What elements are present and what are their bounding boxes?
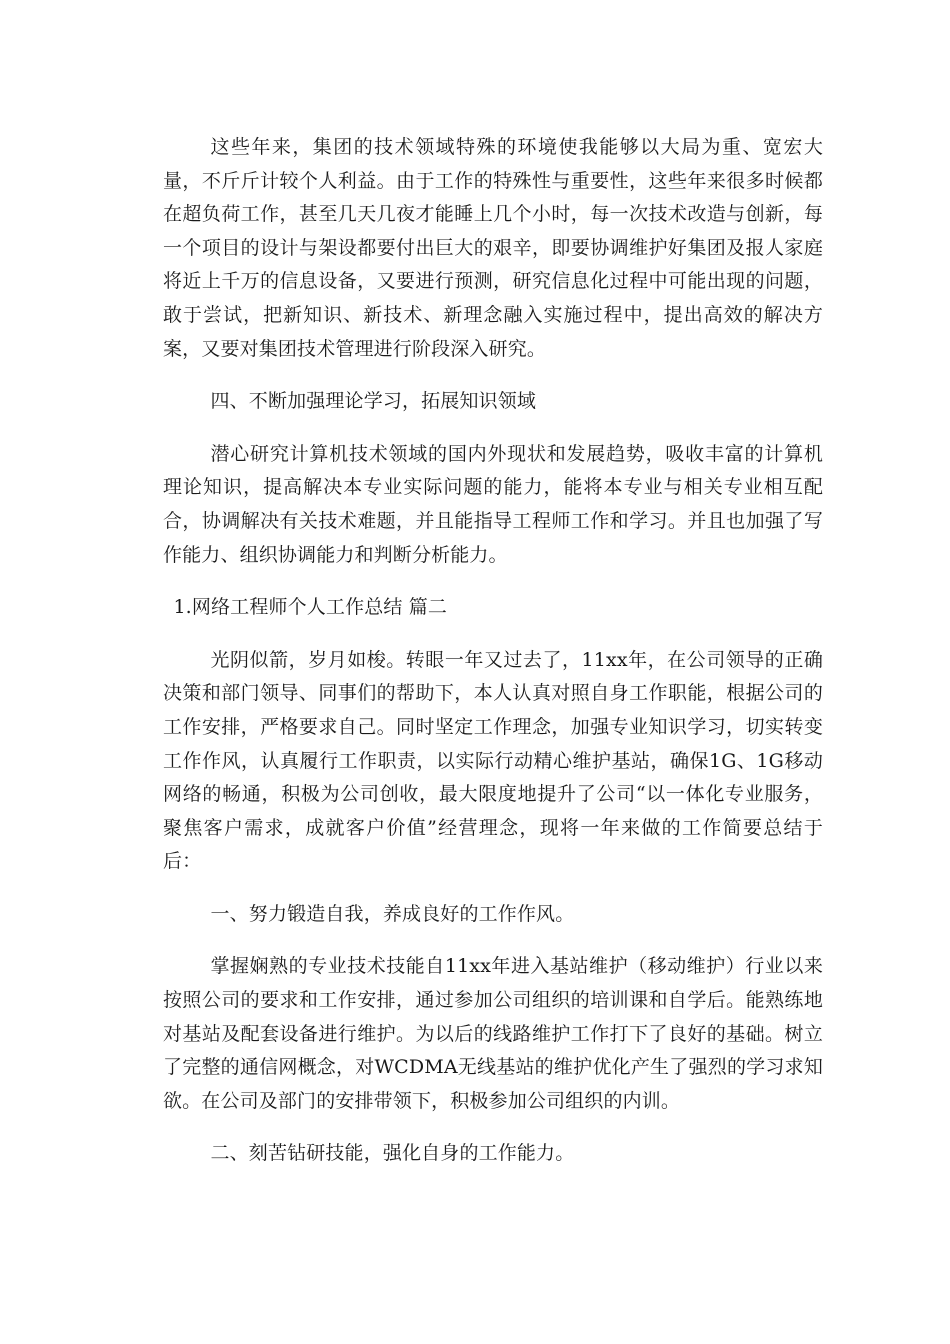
section-heading-work-ability: 二、刻苦钻研技能，强化自身的工作能力。 [210,1142,575,1165]
document-body [163,131,823,1190]
section-heading-theory-study: 四、不断加强理论学习，拓展知识领域 [210,390,537,413]
paragraph-research: 潜心研究计算机技术领域的国内外现状和发展趋势，吸收丰富的计算机理论知识，提高解决本专业实际问题的能力，能将本专业与相关专业相互配合，协调解决有关技术难题，并且能指导工程师工作和学习。并且也加强了写作能力、组织协调能力和判断分析能力。 [163,442,823,566]
paragraph-dedication: 这些年来，集团的技术领域特殊的环境使我能够以大局为重、宽宏大量，不斤斤计较个人利益。由于工作的特殊性与重要性，这些年来很多时候都在超负荷工作，甚至几天几夜才能睡上几个小时，每一次技术改造与创新，每一个项目的设计与架设都要付出巨大的艰辛，即要协调维护好集团及报人家庭将近上千万的信息设备，又要进行预测，研究信息化过程中可能出现的问题，敢于尝试，把新知识、新技术、新理念融入实施过程中，提出高效的解决方案，又要对集团技术管理进行阶段深入研究。 [163,136,823,360]
section-heading-work-style: 一、努力锻造自我，养成良好的工作作风。 [210,902,575,925]
paragraph-year-summary: 光阴似箭，岁月如梭。转眼一年又过去了，11xx年，在公司领导的正确决策和部门领导、同事们的帮助下，本人认真对照自身工作职能，根据公司的工作安排，严格要求自己。同时坚定工作理念，加强专业知识学习，切实转变工作作风，认真履行工作职责，以实际行动精心维护基站，确保1G、1G移动网络的畅通，积极为公司创收，最大限度地提升了公司“以一体化专业服务，聚焦客户需求，成就客户价值”经营理念，现将一年来做的工作简要总结于后： [163,648,823,873]
paragraph-skills: 掌握娴熟的专业技术技能自11xx年进入基站维护（移动维护）行业以来按照公司的要求和工作安排，通过参加公司组织的培训课和自学后。能熟练地对基站及配套设备进行维护。为以后的线路维护工作打下了良好的基础。树立了完整的通信网概念，对WCDMA无线基站的维护优化产生了强烈的学习求知欲。在公司及部门的安排带领下，积极参加公司组织的内训。 [163,955,823,1112]
article-heading-part-two: 1.网络工程师个人工作总结 篇二 [173,596,448,619]
